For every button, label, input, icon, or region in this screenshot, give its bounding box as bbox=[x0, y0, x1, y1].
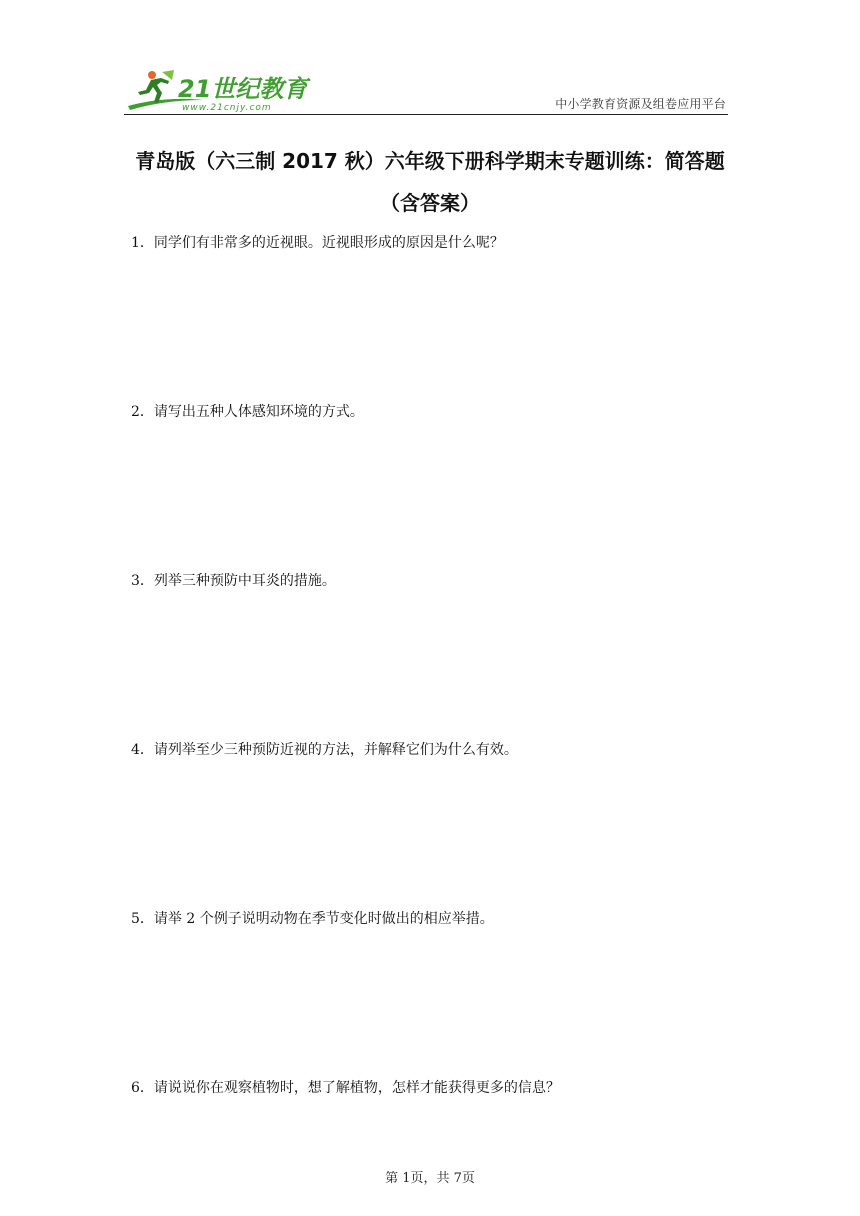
question-5 bbox=[131, 909, 731, 929]
question-1 bbox=[131, 233, 731, 253]
question-text: 请写出五种人体感知环境的方式。 bbox=[153, 404, 364, 420]
question-number: 2． bbox=[131, 404, 154, 420]
site-logo bbox=[124, 66, 314, 114]
question-number: 1． bbox=[131, 235, 154, 251]
document-title: 青岛版（六三制 2017 秋）六年级下册科学期末专题训练：简答题（含答案） bbox=[135, 149, 725, 215]
question-number: 6． bbox=[131, 1080, 154, 1096]
platform-label: 中小学教育资源及组卷应用平台 bbox=[555, 97, 726, 111]
question-3 bbox=[131, 571, 731, 591]
question-text: 请说说你在观察植物时，想了解植物，怎样才能获得更多的信息？ bbox=[153, 1080, 560, 1096]
page-header bbox=[124, 66, 728, 116]
page-number: 第 1页，共 7页 bbox=[385, 1171, 475, 1186]
question-4 bbox=[131, 740, 731, 760]
question-text: 同学们有非常多的近视眼。近视眼形成的原因是什么呢？ bbox=[153, 235, 504, 251]
logo-url-text: www.21cnjy.com bbox=[182, 103, 272, 113]
question-2 bbox=[131, 402, 731, 422]
question-6 bbox=[131, 1078, 731, 1098]
header-divider bbox=[124, 114, 728, 115]
question-text: 请举 2 个例子说明动物在季节变化时做出的相应举措。 bbox=[153, 911, 494, 927]
question-number: 4． bbox=[131, 742, 154, 758]
question-text: 列举三种预防中耳炎的措施。 bbox=[153, 573, 336, 589]
question-number: 5． bbox=[131, 911, 154, 927]
logo-text: 21世纪教育 bbox=[178, 75, 308, 103]
question-text: 请列举至少三种预防近视的方法，并解释它们为什么有效。 bbox=[153, 742, 518, 758]
question-number: 3． bbox=[131, 573, 154, 589]
